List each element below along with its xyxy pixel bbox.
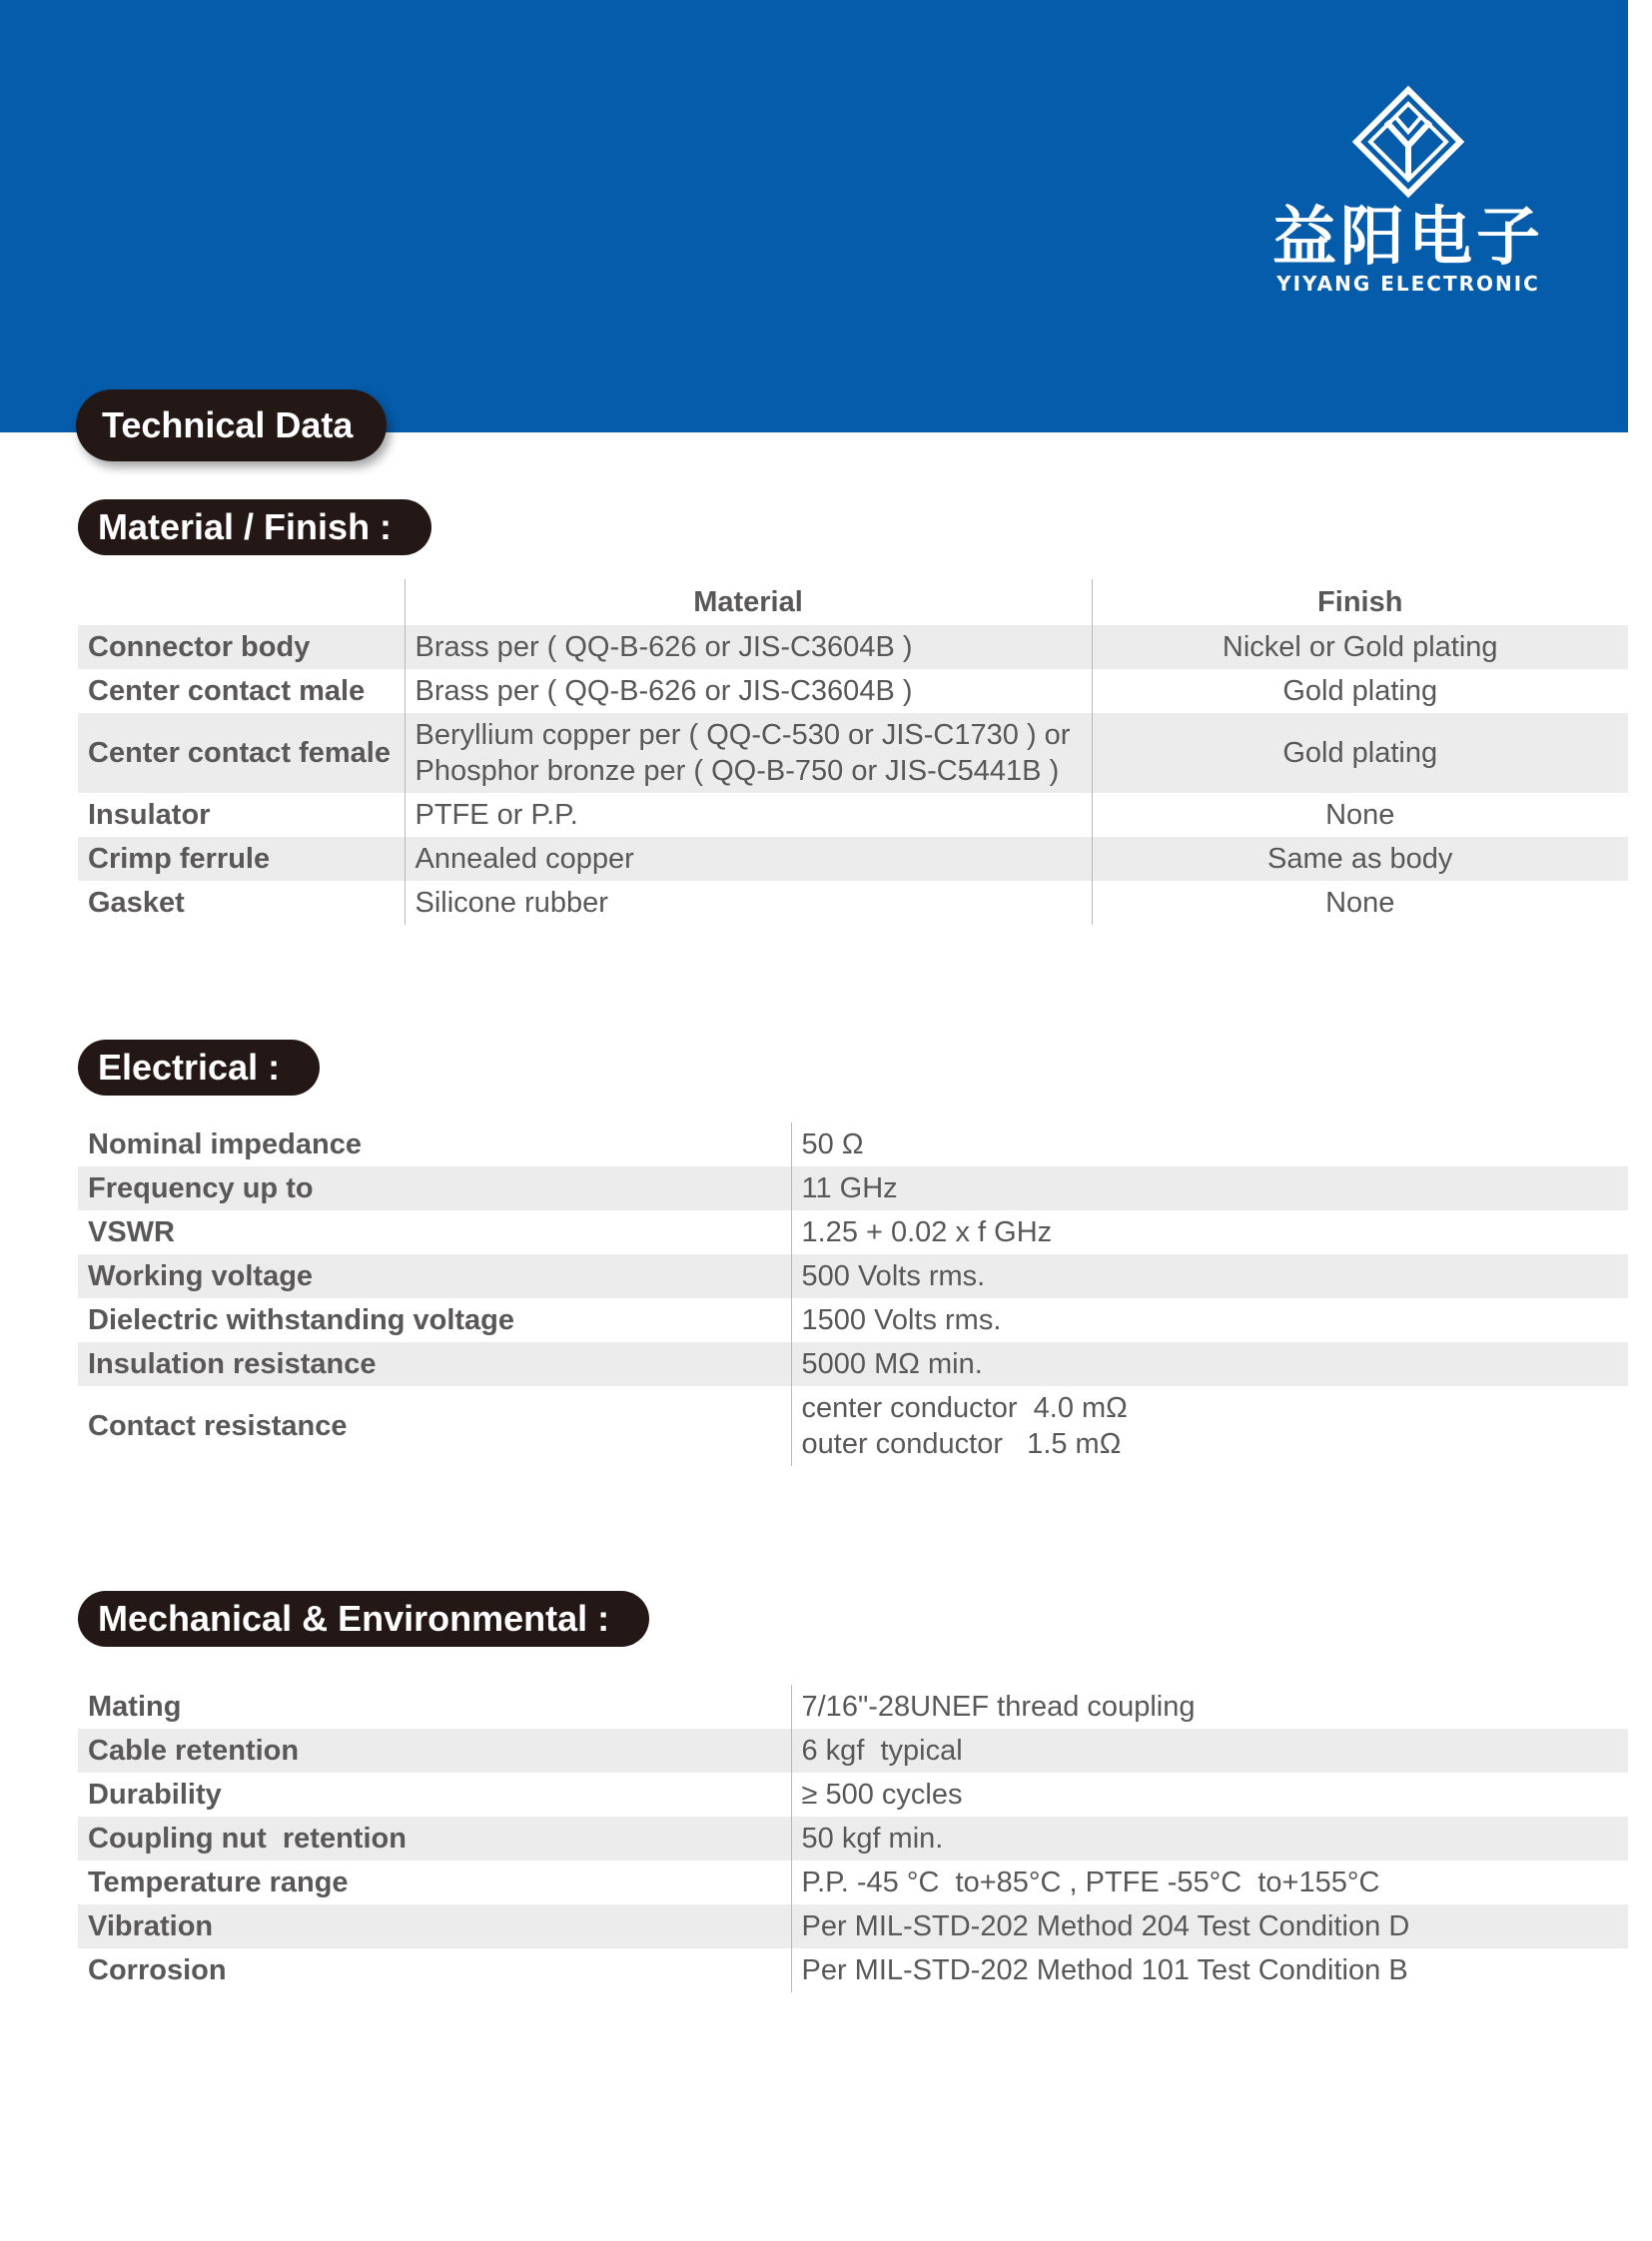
row-finish: Gold plating: [1092, 713, 1628, 793]
row-material-line2: Phosphor bronze per ( QQ-B-750 or JIS-C5441B ): [414, 755, 1060, 787]
row-value: 7/16"-28UNEF thread coupling: [791, 1685, 1628, 1729]
row-label: Insulator: [88, 799, 211, 831]
mechanical-section-title: Mechanical & Environmental :: [78, 1591, 649, 1647]
table-row: [78, 1948, 1628, 1992]
table-row: [78, 1729, 1628, 1773]
row-value: 1.25 + 0.02 x f GHz: [791, 1210, 1628, 1254]
table-row: [78, 1861, 1628, 1904]
row-label: Vibration: [78, 1904, 791, 1948]
table-row: [78, 1122, 1628, 1166]
table-row: [78, 1254, 1628, 1298]
logo-diamond-icon: [1348, 84, 1468, 204]
row-label: Temperature range: [88, 1867, 349, 1898]
row-finish: Nickel or Gold plating: [1092, 625, 1628, 669]
table-row: [78, 1298, 1628, 1342]
row-finish: None: [1092, 881, 1628, 925]
table-row: [78, 793, 1628, 837]
row-label: Coupling nut retention: [78, 1817, 791, 1861]
row-label: Connector body: [78, 625, 405, 669]
row-material-line1: Beryllium copper per ( QQ-C-530 or JIS-C1730 ) or: [414, 719, 1071, 751]
row-label: Mating: [88, 1691, 182, 1723]
table-header-row: [78, 579, 1628, 625]
electrical-section-title: Electrical :: [78, 1040, 320, 1096]
row-value: Per MIL-STD-202 Method 204 Test Condition D: [791, 1904, 1628, 1948]
row-label: Contact resistance: [88, 1410, 348, 1442]
row-material: Annealed copper: [405, 837, 1092, 881]
row-label: Center contact female: [78, 713, 405, 793]
row-value: 500 Volts rms.: [791, 1254, 1628, 1298]
table-row: [78, 1166, 1628, 1210]
row-label: Corrosion: [88, 1954, 227, 1986]
row-finish: Gold plating: [1092, 669, 1628, 713]
row-value-line1: center conductor 4.0 mΩ: [801, 1392, 1128, 1424]
brand-name-en: YIYANG ELECTRONIC: [1276, 272, 1540, 296]
row-value: ≥ 500 cycles: [791, 1773, 1628, 1817]
row-value: 5000 MΩ min.: [791, 1342, 1628, 1386]
row-label: Insulation resistance: [78, 1342, 791, 1386]
table-row: [78, 1685, 1628, 1729]
row-label: Nominal impedance: [88, 1128, 362, 1160]
table-row: [78, 881, 1628, 925]
page-title: Technical Data: [76, 389, 387, 461]
row-material: Silicone rubber: [405, 881, 1092, 925]
table-row: [78, 713, 1628, 793]
row-value: P.P. -45 °C to+85°C , PTFE -55°C to+155°C: [791, 1861, 1628, 1904]
table-row: [78, 1386, 1628, 1466]
row-value: 1500 Volts rms.: [791, 1298, 1628, 1342]
table-row: [78, 1773, 1628, 1817]
row-material: PTFE or P.P.: [405, 793, 1092, 837]
row-finish: None: [1092, 793, 1628, 837]
row-value: 11 GHz: [791, 1166, 1628, 1210]
brand-name-cn: 益阳电子: [1272, 201, 1544, 275]
row-value: Per MIL-STD-202 Method 101 Test Condition B: [791, 1948, 1628, 1992]
material-table: [78, 579, 1628, 925]
row-material: Brass per ( QQ-B-626 or JIS-C3604B ): [405, 625, 1092, 669]
row-material: [405, 713, 1092, 793]
row-material: Brass per ( QQ-B-626 or JIS-C3604B ): [405, 669, 1092, 713]
table-row: [78, 669, 1628, 713]
row-label: Dielectric withstanding voltage: [88, 1304, 515, 1336]
row-label: VSWR: [88, 1216, 175, 1248]
table-row: [78, 1210, 1628, 1254]
header-banner: [0, 0, 1628, 432]
table-row: [78, 1904, 1628, 1948]
mechanical-table: [78, 1685, 1628, 1992]
row-value: 6 kgf typical: [791, 1729, 1628, 1773]
table-row: [78, 625, 1628, 669]
row-label: Cable retention: [78, 1729, 791, 1773]
row-label: Crimp ferrule: [78, 837, 405, 881]
row-label: Working voltage: [78, 1254, 791, 1298]
column-header-material: Material: [405, 579, 1092, 625]
table-row: [78, 1342, 1628, 1386]
row-label: Durability: [88, 1779, 222, 1811]
table-row: [78, 837, 1628, 881]
electrical-table: [78, 1122, 1628, 1466]
row-value-line2: outer conductor 1.5 mΩ: [801, 1428, 1122, 1460]
row-label: Frequency up to: [78, 1166, 791, 1210]
row-value: [791, 1386, 1628, 1466]
row-finish: Same as body: [1092, 837, 1628, 881]
row-value: 50 Ω: [791, 1122, 1628, 1166]
column-header-finish: Finish: [1092, 579, 1628, 625]
material-section-title: Material / Finish :: [78, 499, 431, 555]
row-label: Center contact male: [88, 675, 366, 707]
row-value: 50 kgf min.: [791, 1817, 1628, 1861]
row-label: Gasket: [88, 887, 185, 919]
brand-logo: [1268, 84, 1548, 304]
table-row: [78, 1817, 1628, 1861]
